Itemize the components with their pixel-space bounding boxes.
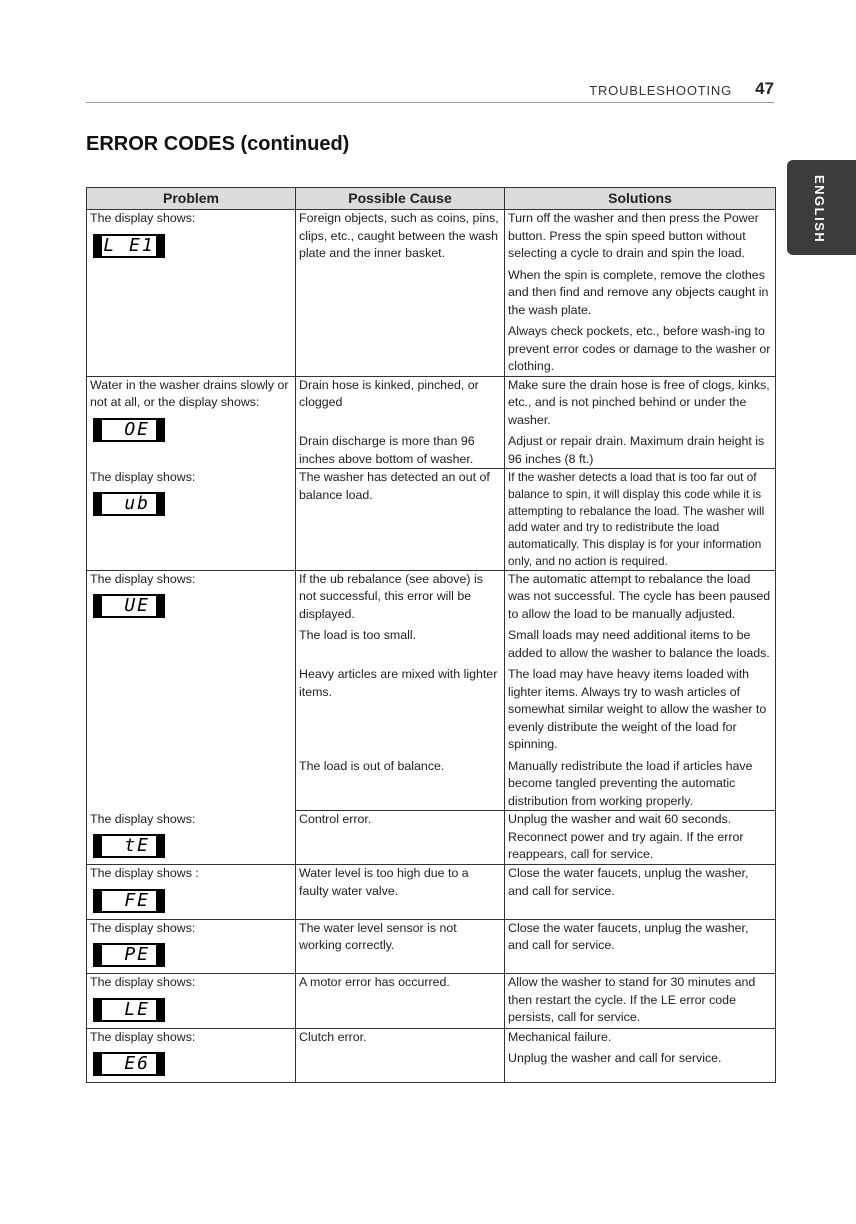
cause-cell: Heavy articles are mixed with lighter items. (296, 662, 505, 754)
solution-cell (505, 754, 776, 811)
cause-cell: Control error. (296, 811, 505, 865)
page-header (86, 80, 774, 103)
solution-text: Small loads may need additional items to be added to allow the washer to balance the loads. (508, 628, 770, 660)
cause-cell: Foreign objects, such as coins, pins, clips, etc., caught between the wash plate and the inner basket. (296, 210, 505, 377)
problem-text: The display shows: (90, 811, 196, 826)
table-header-row (87, 188, 776, 210)
solution-text: Adjust or repair drain. Maximum drain height is 96 inches (8 ft.) (508, 434, 765, 466)
cause-cell: Drain discharge is more than 96 inches above bottom of washer. (296, 429, 505, 469)
error-code-display: E6 (93, 1052, 165, 1076)
solution-cell (505, 811, 776, 865)
problem-text: The display shows : (90, 866, 199, 881)
problem-cell (87, 919, 296, 974)
solution-text: Mechanical failure. (508, 1029, 612, 1044)
solution-cell (505, 429, 776, 469)
language-tab (787, 160, 856, 255)
table-row (87, 469, 776, 571)
solution-cell (505, 376, 776, 429)
table-row (87, 570, 776, 623)
error-code-display: OE (93, 418, 165, 442)
cause-cell: The water level sensor is not working correctly. (296, 919, 505, 974)
cause-cell: Clutch error. (296, 1028, 505, 1083)
solution-cell (505, 865, 776, 920)
error-code-display: L E1 (93, 234, 165, 258)
solution-text: The automatic attempt to rebalance the load was not successful. The cycle has been paused to allow the load to be manually adjusted. (508, 571, 771, 621)
problem-cell (87, 974, 296, 1029)
solution-text: Always check pockets, etc., before wash-ing to prevent error codes or damage to the washer or clothing. (508, 324, 771, 373)
header-possible-cause: Possible Cause (296, 188, 505, 210)
problem-text: The display shows: (90, 469, 196, 484)
solution-text: Unplug the washer and wait 60 seconds. Reconnect power and try again. If the error reappears, call for service. (508, 812, 744, 862)
cause-cell: Drain hose is kinked, pinched, or clogged (296, 376, 505, 429)
error-code-display: ub (93, 492, 165, 516)
solution-text: If the washer detects a load that is too far out of balance to spin, it will display this code while it is attempting to rebalance the load. The washer will add water and try to redistribute the load automatically. This display is for your information only, and no action is required. (508, 470, 765, 568)
problem-text: The display shows: (90, 1029, 196, 1044)
solution-text: Allow the washer to stand for 30 minutes and then restart the cycle. If the LE error code persists, call for service. (508, 975, 756, 1025)
table-row (87, 811, 776, 865)
problem-text: The display shows: (90, 920, 196, 935)
solution-cell (505, 570, 776, 623)
cause-cell: Water level is too high due to a faulty water valve. (296, 865, 505, 920)
table-row (87, 919, 776, 974)
solution-cell (505, 1028, 776, 1083)
solution-cell (505, 469, 776, 571)
cause-cell: The load is out of balance. (296, 754, 505, 811)
solution-cell (505, 662, 776, 754)
error-code-display: FE (93, 889, 165, 913)
header-problem: Problem (87, 188, 296, 210)
section-title: ERROR CODES (continued) (86, 133, 350, 155)
solution-text: Unplug the washer and call for service. (508, 1051, 722, 1066)
solution-text: When the spin is complete, remove the clothes and then find and remove any objects caught in the wash plate. (508, 267, 769, 317)
table-row (87, 210, 776, 377)
table-row (87, 376, 776, 429)
error-code-display: UE (93, 594, 165, 618)
solution-cell (505, 919, 776, 974)
problem-cell (87, 1028, 296, 1083)
problem-cell (87, 469, 296, 571)
table-row (87, 974, 776, 1029)
solution-text: The load may have heavy items loaded with lighter items. Always try to wash articles of somewhat similar weight to allow the washer to evenly distribute the weight of the load for spinning. (508, 667, 767, 752)
solution-text: Turn off the washer and then press the Power button. Press the spin speed button without selecting a cycle to drain and spin the load. (508, 211, 759, 260)
error-code-display: tE (93, 834, 165, 858)
table-row (87, 1028, 776, 1083)
problem-text: The display shows: (90, 975, 196, 990)
cause-cell: A motor error has occurred. (296, 974, 505, 1029)
cause-cell: If the ub rebalance (see above) is not successful, this error will be displayed. (296, 570, 505, 623)
problem-cell (87, 811, 296, 865)
solution-text: Close the water faucets, unplug the washer, and call for service. (508, 866, 749, 898)
header-section-title: TROUBLESHOOTING (589, 83, 732, 98)
problem-text: The display shows: (90, 211, 196, 225)
cause-cell: The washer has detected an out of balance load. (296, 469, 505, 571)
solution-text: Make sure the drain hose is free of clogs, kinks, etc., and is not pinched behind or under the washer. (508, 377, 770, 427)
error-code-display: PE (93, 943, 165, 967)
problem-text: Water in the washer drains slowly or not at all, or the display shows: (90, 377, 289, 409)
solution-cell (505, 974, 776, 1029)
problem-cell (87, 376, 296, 469)
solution-text: Close the water faucets, unplug the washer, and call for service. (508, 920, 749, 953)
page-number: 47 (755, 79, 774, 98)
header-solutions: Solutions (505, 188, 776, 210)
problem-cell (87, 865, 296, 920)
problem-cell (87, 210, 296, 377)
problem-cell (87, 570, 296, 811)
solution-cell (505, 623, 776, 662)
solution-cell (505, 210, 776, 377)
problem-text: The display shows: (90, 571, 196, 586)
table-row (87, 865, 776, 920)
error-codes-table (86, 187, 776, 1083)
error-code-display: LE (93, 998, 165, 1022)
cause-cell: The load is too small. (296, 623, 505, 662)
solution-text: Manually redistribute the load if articles have become tangled preventing the automatic distribution from working properly. (508, 758, 753, 808)
language-tab-label: ENGLISH (812, 175, 827, 244)
